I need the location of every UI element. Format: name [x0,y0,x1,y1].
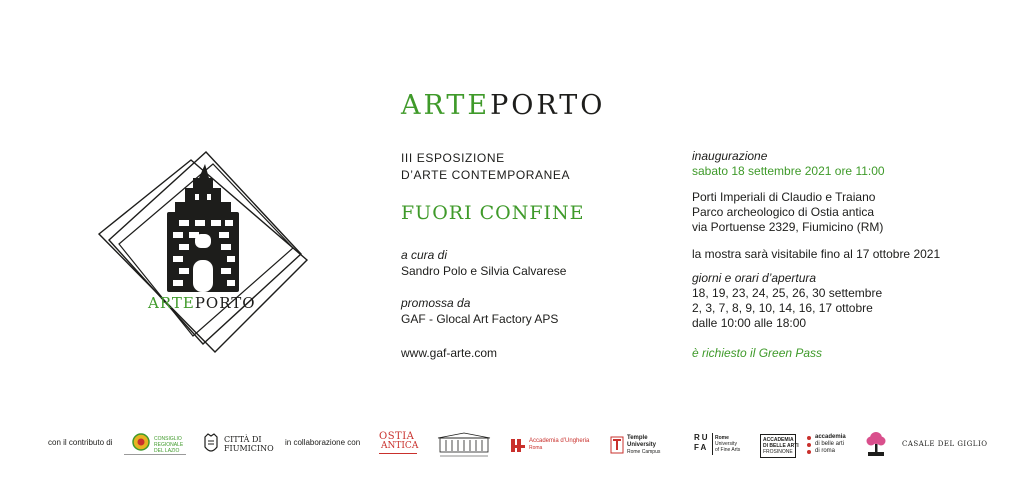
temple-university-logo [610,434,680,456]
casale-del-giglio-logo: CASALE DEL GIGLIO [902,440,988,448]
exhibition-subtitle: FUORI CONFINE [401,202,585,224]
arteporto-logo [95,148,310,358]
title-porto: PORTO [490,90,606,121]
logo-wordmark-arte: ARTE [148,294,195,312]
logo-frame-icon [95,148,310,358]
temple-line2: University [627,442,657,448]
title-arte: ARTE [401,90,491,121]
ungheria-name: Accademia d’Ungheria [529,438,590,444]
temple-line1: Temple [627,435,648,441]
curators: Sandro Polo e Silvia Calvarese [401,264,567,278]
website-link[interactable]: www.gaf-arte.com [401,346,498,360]
inauguration-date: sabato 18 settembre 2021 ore 11:00 [692,164,885,178]
tree-logo [864,430,888,458]
accademia-egitto-logo [434,432,494,458]
roma-line3: di roma [815,448,836,454]
accademia-ungheria-logo [510,436,590,456]
pink-tree-icon [864,430,888,458]
edition-line1: III ESPOSIZIONE [401,151,505,165]
regione-lazio-logo [124,430,186,456]
belle-arti-roma-logo [806,434,856,456]
roma-line1: accademia [815,434,846,440]
rufa-line3: of Fine Arts [715,447,741,453]
ostia-antica-logo [377,430,421,458]
frosinone-line1: ACCADEMIA [763,437,794,443]
regione-label: CONSIGLIO REGIONALE DEL LAZIO [154,436,184,454]
fiumicino-line1: CITTÀ DI [224,435,262,444]
ungheria-city: Roma [529,445,543,451]
temple-t-icon [610,436,624,454]
frosinone-line3: FROSINONE [763,449,793,455]
opening-hours: dalle 10:00 alle 18:00 [692,316,807,330]
logo-wordmark [148,294,256,312]
days-october: 2, 3, 7, 8, 9, 10, 14, 16, 17 ottobre [692,301,873,315]
green-pass-note: è richiesto il Green Pass [692,346,823,360]
regione-emblem-icon [132,433,150,451]
roma-dots-icon [806,435,812,455]
rufa-line1: Rome [715,435,729,441]
rufa-letters: RU FA [694,433,710,452]
rufa-line2: University [715,441,737,447]
venue-line3: via Portuense 2329, Fiumicino (RM) [692,220,884,234]
fiumicino-line2: FIUMICINO [224,444,274,453]
venue-line1: Porti Imperiali di Claudio e Traiano [692,190,876,204]
temple-line3: Rome Campus [627,449,661,455]
regione-divider [124,454,186,455]
contribution-label: con il contributo di [48,438,113,447]
ungheria-mark-icon [510,437,526,453]
frosinone-line2: DI BELLE ARTI [763,443,799,449]
belle-arti-frosinone-logo [760,434,799,458]
roma-line2: di belle arti [815,441,845,447]
rufa-divider [712,433,713,455]
page-title [401,90,605,121]
promoted-label: promossa da [401,296,471,310]
ostia-underline [379,453,417,454]
days-september: 18, 19, 23, 24, 25, 26, 30 settembre [692,286,883,300]
promoter: GAF - Glocal Art Factory APS [401,312,559,326]
fiumicino-crest-icon [204,433,218,455]
hours-label: giorni e orari d’apertura [692,271,817,285]
collaboration-label: in collaborazione con [285,438,361,447]
building-facade-icon [434,432,494,458]
ostia-line1: OSTIA [379,431,415,442]
rufa-logo [694,433,750,457]
curated-label: a cura di [401,248,448,262]
ostia-line2: ANTICA [381,441,419,451]
fiumicino-logo [204,432,274,458]
visitable-until: la mostra sarà visitabile fino al 17 ottobre 2021 [692,247,941,261]
venue-line2: Parco archeologico di Ostia antica [692,205,875,219]
logo-wordmark-porto: PORTO [194,294,256,312]
inauguration-label: inaugurazione [692,149,768,163]
edition-line2: D’ARTE CONTEMPORANEA [401,168,571,182]
